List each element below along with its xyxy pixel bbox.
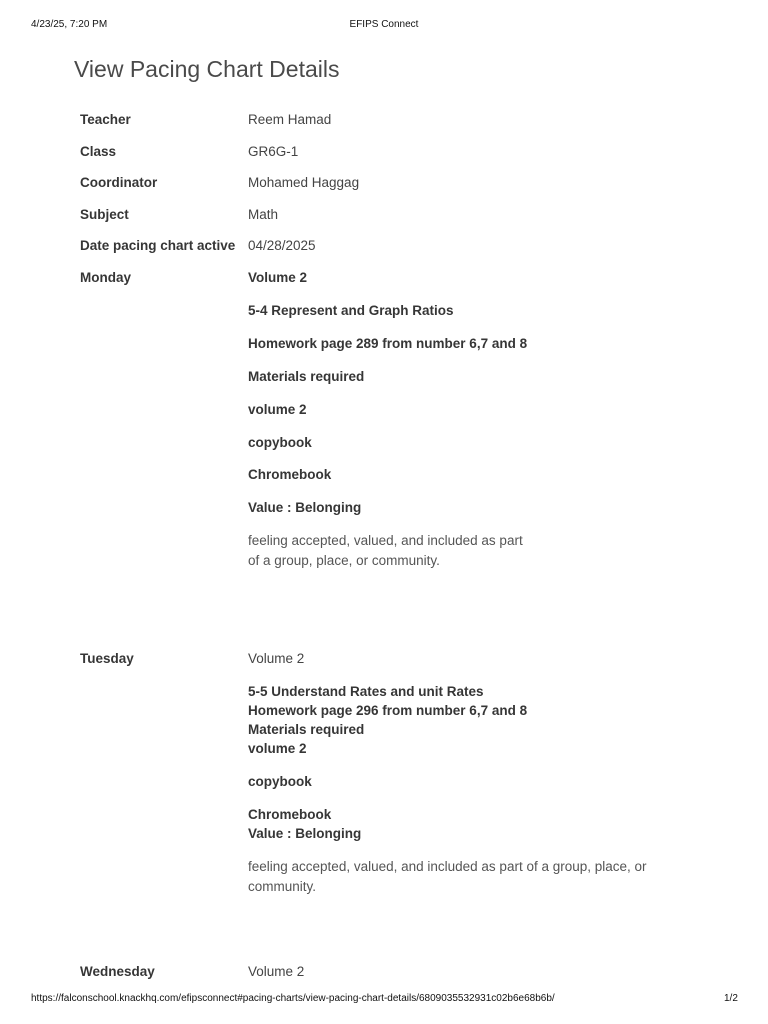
monday-homework: Homework page 289 from number 6,7 and 8 <box>248 336 528 351</box>
tuesday-volume: Volume 2 <box>248 651 305 666</box>
tuesday-lesson: 5-5 Understand Rates and unit Rates <box>248 684 484 699</box>
tuesday-value-desc-line1: feeling accepted, valued, and included as part of a group, place, or <box>248 859 647 874</box>
monday-material-chromebook: Chromebook <box>248 467 332 482</box>
subject-label: Subject <box>80 207 129 222</box>
monday-label: Monday <box>80 270 132 285</box>
tuesday-material-volume: volume 2 <box>248 741 307 756</box>
wednesday-volume: Volume 2 <box>248 964 305 979</box>
teacher-label: Teacher <box>80 112 131 127</box>
tuesday-material-copybook: copybook <box>248 774 312 789</box>
tuesday-material-chromebook: Chromebook <box>248 807 332 822</box>
tuesday-value-heading: Value : Belonging <box>248 826 362 841</box>
page-title: View Pacing Chart Details <box>74 56 340 82</box>
monday-value-heading: Value : Belonging <box>248 500 362 515</box>
teacher-value: Reem Hamad <box>248 112 332 127</box>
wednesday-label: Wednesday <box>80 964 155 979</box>
class-label: Class <box>80 144 117 159</box>
tuesday-value-description <box>248 857 647 897</box>
monday-material-volume: volume 2 <box>248 402 307 417</box>
print-datetime: 4/23/25, 7:20 PM <box>31 19 108 30</box>
print-page-number: 1/2 <box>724 993 738 1004</box>
monday-lesson: 5-4 Represent and Graph Ratios <box>248 303 454 318</box>
monday-volume: Volume 2 <box>248 270 308 285</box>
monday-materials-heading: Materials required <box>248 369 365 384</box>
print-url: https://falconschool.knackhq.com/efipsconnect#pacing-charts/view-pacing-chart-details/6809035532931c02b6e68b6b/ <box>31 993 555 1004</box>
class-value: GR6G-1 <box>248 144 299 159</box>
date-active-value: 04/28/2025 <box>248 238 316 253</box>
print-site-title: EFIPS Connect <box>349 19 419 30</box>
tuesday-homework: Homework page 296 from number 6,7 and 8 <box>248 703 528 718</box>
date-active-label: Date pacing chart active <box>80 238 236 253</box>
print-header <box>0 19 768 33</box>
coordinator-value: Mohamed Haggag <box>248 175 360 190</box>
monday-material-copybook: copybook <box>248 435 312 450</box>
tuesday-value-desc-line2: community. <box>248 879 317 894</box>
monday-value-desc-line1: feeling accepted, valued, and included as part <box>248 533 523 548</box>
coordinator-label: Coordinator <box>80 175 158 190</box>
subject-value: Math <box>248 207 279 222</box>
monday-value-description <box>248 531 523 571</box>
tuesday-label: Tuesday <box>80 651 134 666</box>
tuesday-materials-heading: Materials required <box>248 722 365 737</box>
monday-value-desc-line2: of a group, place, or community. <box>248 553 440 568</box>
